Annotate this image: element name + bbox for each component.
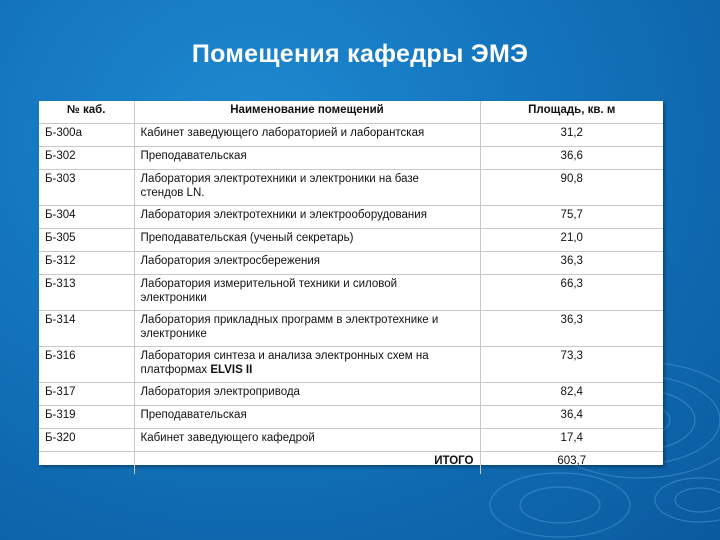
table-row (39, 252, 663, 275)
room-number-cell: Б-320 (39, 429, 134, 452)
room-name-cell: Кабинет заведующего лабораторией и лаборантская (134, 124, 480, 147)
room-name-cell (134, 311, 480, 347)
room-number-cell: Б-305 (39, 229, 134, 252)
total-row (39, 452, 663, 475)
slide-title: Помещения кафедры ЭМЭ (191, 40, 529, 68)
total-label: ИТОГО (134, 452, 480, 475)
room-number-cell: Б-313 (39, 275, 134, 311)
area-cell: 36,4 (480, 406, 663, 429)
room-name-cell: Преподавательская (ученый секретарь) (134, 229, 480, 252)
room-name-line-1: Лаборатория электротехники и электроники на базе (140, 173, 419, 185)
room-name-line-2: стендов LN. (140, 187, 205, 199)
room-name-line-1: Лаборатория измерительной техники и силовой (140, 278, 398, 290)
room-number-cell: Б-314 (39, 311, 134, 347)
table-row (39, 170, 663, 206)
room-name-cell: Лаборатория электросбережения (134, 252, 480, 275)
room-name-line-2: электроники (140, 292, 207, 304)
room-number-cell: Б-319 (39, 406, 134, 429)
table-row (39, 275, 663, 311)
room-name-line-2: электронике (140, 328, 207, 340)
room-number-cell: Б-316 (39, 347, 134, 383)
table-row (39, 229, 663, 252)
room-name-platform: ELVIS II (210, 364, 253, 376)
room-number-cell: Б-317 (39, 383, 134, 406)
area-cell: 66,3 (480, 275, 663, 311)
room-name-cell: Кабинет заведующего кафедрой (134, 429, 480, 452)
table-row (39, 206, 663, 229)
room-name-cell: Преподавательская (134, 406, 480, 429)
table-row (39, 383, 663, 406)
room-name-line-1: Лаборатория синтеза и анализа электронных схем на (140, 350, 429, 362)
room-name-line-2 (141, 363, 474, 377)
table-row (39, 311, 663, 347)
room-name-cell: Лаборатория электропривода (134, 383, 480, 406)
area-cell: 17,4 (480, 429, 663, 452)
room-name-cell: Преподавательская (134, 147, 480, 170)
room-number-cell: Б-303 (39, 170, 134, 206)
area-cell: 75,7 (480, 206, 663, 229)
total-value: 603,7 (557, 455, 587, 467)
room-number-cell: Б-312 (39, 252, 134, 275)
room-number-cell: Б-300а (39, 124, 134, 147)
table-row (39, 147, 663, 170)
rooms-table (39, 101, 663, 465)
room-number-cell: Б-302 (39, 147, 134, 170)
table-row (39, 406, 663, 429)
table-row (39, 347, 663, 383)
total-empty-cell (39, 452, 134, 475)
area-cell: 31,2 (480, 124, 663, 147)
room-name-cell (134, 347, 480, 383)
header-room-number: № каб. (39, 101, 134, 124)
table-row (39, 124, 663, 147)
room-name-line-2-prefix: платформах (140, 364, 211, 376)
area-cell: 73,3 (480, 347, 663, 383)
room-name-cell (134, 275, 480, 311)
room-name-cell: Лаборатория электротехники и электрооборудования (134, 206, 480, 229)
area-cell: 82,4 (480, 383, 663, 406)
area-cell: 36,6 (480, 147, 663, 170)
area-cell: 21,0 (480, 229, 663, 252)
area-cell: 36,3 (480, 311, 663, 347)
room-number-cell: Б-304 (39, 206, 134, 229)
room-name-line-1: Лаборатория прикладных программ в электротехнике и (140, 314, 439, 326)
header-room-name: Наименование помещений (134, 101, 480, 124)
area-cell: 36,3 (480, 252, 663, 275)
room-name-cell (134, 170, 480, 206)
table-header-row (39, 101, 663, 124)
header-area: Площадь, кв. м (480, 101, 663, 124)
area-cell: 90,8 (480, 170, 663, 206)
table-row (39, 429, 663, 452)
